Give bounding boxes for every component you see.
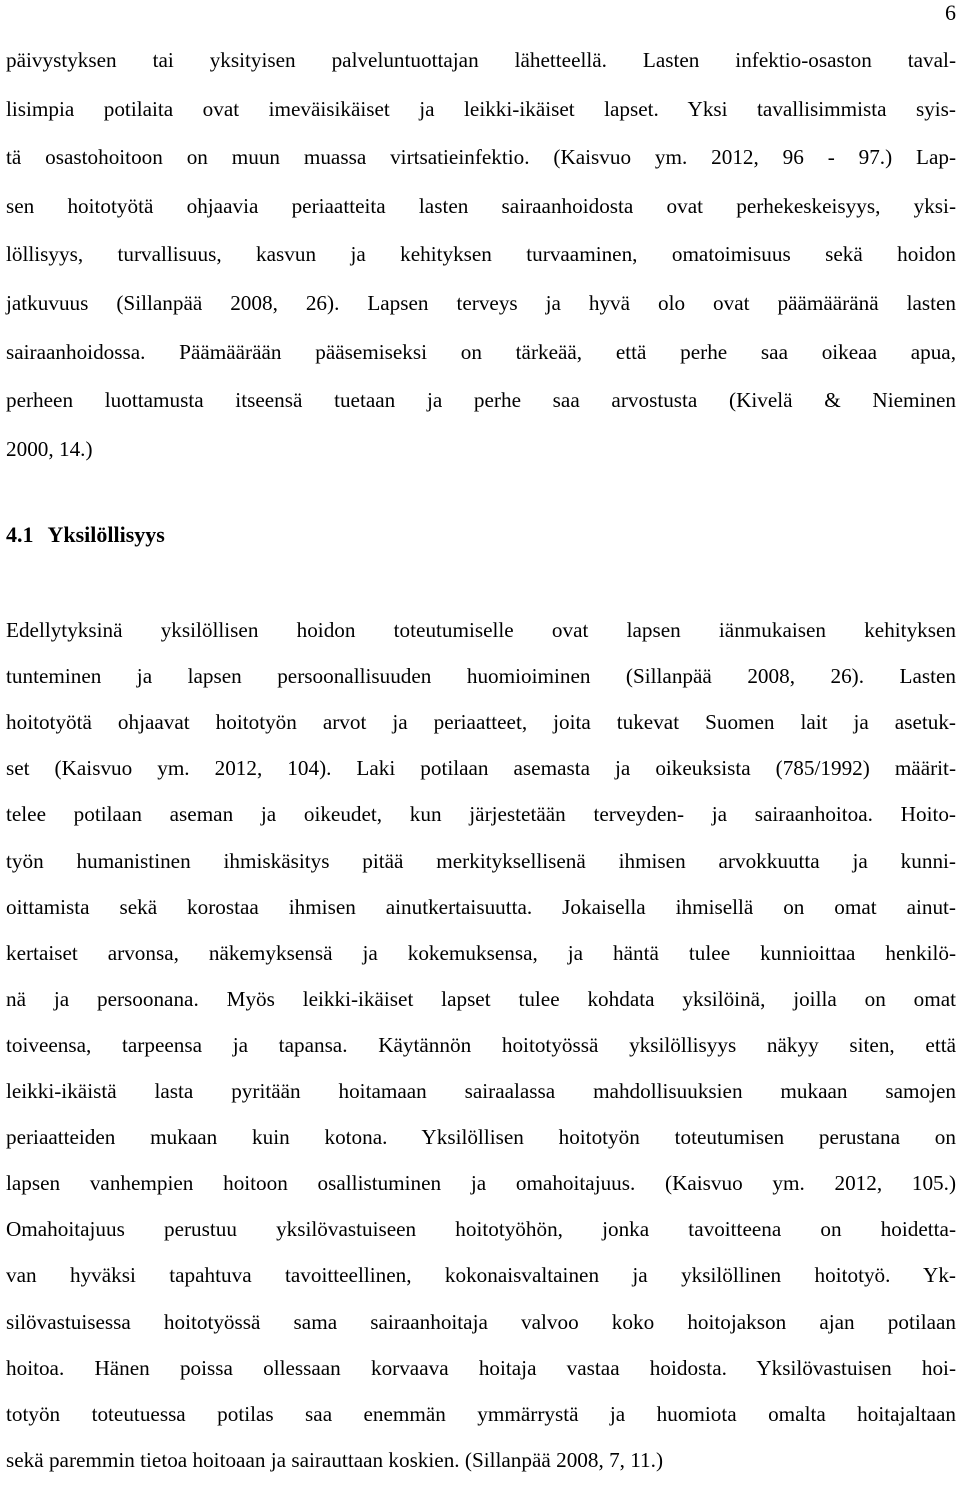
text-line: nä ja persoonana. Myös leikki-ikäiset lapset tulee kohdata yksilöinä, joilla on omat [6,986,956,1011]
text-line: periaatteiden mukaan kuin kotona. Yksilöllisen hoitotyön toteutumisen perustana on [6,1125,956,1150]
section-number: 4.1 [6,522,34,547]
text-line: telee potilaan aseman ja oikeudet, kun järjestetään terveyden- ja sairaanhoitoa. Hoito- [6,802,956,827]
text-line: hoitotyötä ohjaavat hoitotyön arvot ja periaatteet, joita tukevat Suomen lait ja asetuk- [6,710,956,735]
text-line: Omahoitajuus perustuu yksilövastuiseen hoitotyöhön, jonka tavoitteena on hoidetta- [6,1217,956,1242]
text-line: jatkuvuus (Sillanpää 2008, 26). Lapsen terveys ja hyvä olo ovat päämääränä lasten [6,291,956,315]
text-line: tä osastohoitoon on muun muassa virtsatieinfektio. (Kaisvuo ym. 2012, 96 - 97.) Lap- [6,145,956,170]
text-line: hoitoa. Hänen poissa ollessaan korvaava hoitaja vastaa hoidosta. Yksilövastuisen hoi- [6,1355,956,1380]
text-line: Edellytyksinä yksilöllisen hoidon toteutumiselle ovat lapsen iänmukaisen kehityksen [6,618,956,642]
text-line: totyön toteutuessa potilas saa enemmän ymmärrystä ja huomiota omalta hoitajaltaan [6,1401,956,1426]
text-line: set (Kaisvuo ym. 2012, 104). Laki potilaan asemasta ja oikeuksista (785/1992) määrit- [6,756,956,781]
text-line: silövastuisessa hoitotyössä sama sairaanhoitaja valvoo koko hoitojakson ajan potilaan [6,1309,956,1334]
text-line: perheen luottamusta itseensä tuetaan ja perhe saa arvostusta (Kivelä & Nieminen [6,388,956,413]
text-line: kertaiset arvonsa, näkemyksensä ja kokemuksensa, ja häntä tulee kunnioittaa henkilö- [6,940,956,965]
text-line: päivystyksen tai yksityisen palveluntuottajan lähetteellä. Lasten infektio-osaston taval- [6,48,956,72]
text-line: toiveensa, tarpeensa ja tapansa. Käytännön hoitotyössä yksilöllisyys näkyy siten, että [6,1032,956,1057]
text-line: van hyväksi tapahtuva tavoitteellinen, kokonaisvaltainen ja yksilöllinen hoitotyö. Yk- [6,1263,956,1288]
text-line: tunteminen ja lapsen persoonallisuuden huomioiminen (Sillanpää 2008, 26). Lasten [6,664,956,689]
text-line: työn humanistinen ihmiskäsitys pitää merkityksellisenä ihmisen arvokkuutta ja kunni- [6,848,956,873]
text-line: sen hoitotyötä ohjaavia periaatteita lasten sairaanhoidosta ovat perhekeskeisyys, yksi- [6,193,956,218]
section-title: Yksilöllisyys [47,522,165,547]
text-line: sairaanhoidossa. Päämäärään pääsemiseksi on tärkeää, että perhe saa oikeaa apua, [6,339,956,364]
text-line: sekä paremmin tietoa hoitoaan ja sairauttaan koskien. (Sillanpää 2008, 7, 11.) [6,1447,664,1472]
page-number: 6 [945,0,956,25]
text-line: lapsen vanhempien hoitoon osallistuminen ja omahoitajuus. (Kaisvuo ym. 2012, 105.) [6,1171,956,1196]
text-line: oittamista sekä korostaa ihmisen ainutkertaisuutta. Jokaisella ihmisellä on omat ainut- [6,894,956,919]
text-line: lisimpia potilaita ovat imeväisikäiset ja leikki-ikäiset lapset. Yksi tavallisimmista syis- [6,96,956,121]
text-line: löllisyys, turvallisuus, kasvun ja kehityksen turvaaminen, omatoimisuus sekä hoidon [6,242,956,267]
text-line: leikki-ikäistä lasta pyritään hoitamaan sairaalassa mahdollisuuksien mukaan samojen [6,1079,956,1103]
section-heading [6,524,165,546]
text-line: 2000, 14.) [6,436,93,461]
